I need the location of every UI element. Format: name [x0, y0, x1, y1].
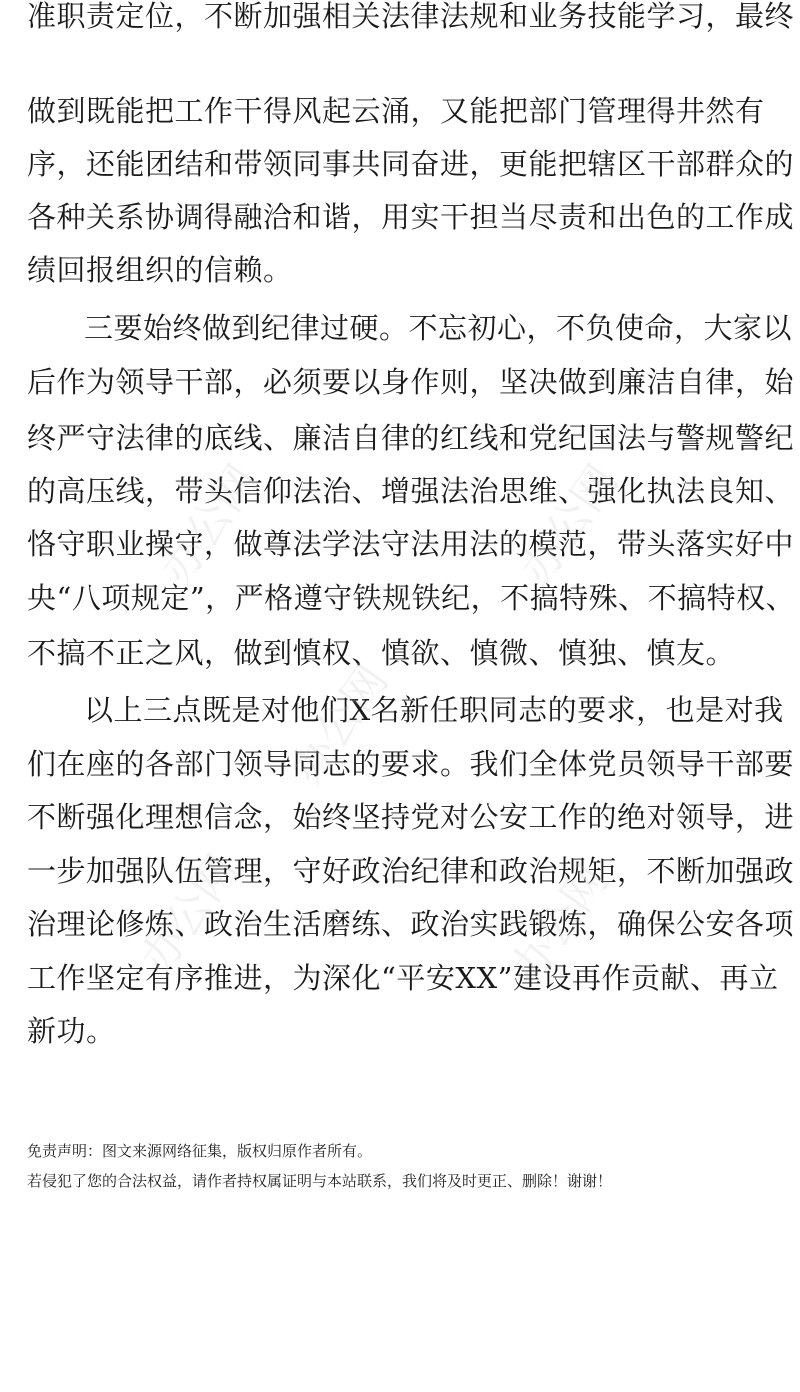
text-line: 一步加强队伍管理，守好政治纪律和政治规矩，不断加强政 [27, 854, 795, 888]
text-line: 们在座的各部门领导同志的要求。我们全体党员领导干部要 [27, 747, 795, 781]
text-line: 恪守职业操守，做尊法学法守法用法的模范，带头落实好中 [27, 527, 795, 561]
disclaimer-line: 若侵犯了您的合法权益，请作者持权属证明与本站联系，我们将及时更正、删除！谢谢！ [27, 1172, 613, 1190]
text-line: 终严守法律的底线、廉洁自律的红线和党纪国法与警规警纪 [27, 421, 795, 455]
watermark: 办公网 [510, 455, 629, 594]
watermark: 办公网 [280, 655, 399, 794]
text-line: 序，还能团结和带领同事共同奋进，更能把辖区干部群众的 [27, 147, 795, 181]
text-line: 治理论修炼、政治生活磨练、政治实践锻炼，确保公安各项 [27, 907, 795, 941]
text-line: 不搞不正之风，做到慎权、慎欲、慎微、慎独、慎友。 [27, 636, 736, 670]
text-line: 新功。 [27, 1014, 116, 1048]
watermark: 办公网 [130, 845, 249, 984]
text-line: 绩回报组织的信赖。 [27, 253, 293, 287]
paragraph-start-line: 以上三点既是对他们X名新任职同志的要求，也是对我 [84, 693, 784, 727]
text-line: 后作为领导干部，必须要以身作则，坚决做到廉洁自律，始 [27, 365, 795, 399]
watermark: 办公网 [150, 455, 269, 594]
paragraph-start-line: 三要始终做到纪律过硬。不忘初心，不负使命，大家以 [84, 311, 793, 345]
text-line: 做到既能把工作干得风起云涌，又能把部门管理得井然有 [27, 94, 765, 128]
text-line: 央“八项规定”，严格遵守铁规铁纪，不搞特殊、不搞特权、 [27, 581, 796, 615]
watermark: 办公网 [500, 855, 619, 994]
text-line: 各种关系协调得融洽和谐，用实干担当尽责和出色的工作成 [27, 200, 795, 234]
disclaimer-line: 免责声明：图文来源网络征集，版权归原作者所有。 [27, 1142, 373, 1160]
text-line: 工作坚定有序推进，为深化“平安XX”建设再作贡献、再立 [27, 961, 779, 995]
text-line: 准职责定位，不断加强相关法律法规和业务技能学习，最终 [27, 0, 795, 33]
text-line: 的高压线，带头信仰法治、增强法治思维、强化执法良知、 [27, 474, 795, 508]
text-line: 不断强化理想信念，始终坚持党对公安工作的绝对领导，进 [27, 800, 795, 834]
